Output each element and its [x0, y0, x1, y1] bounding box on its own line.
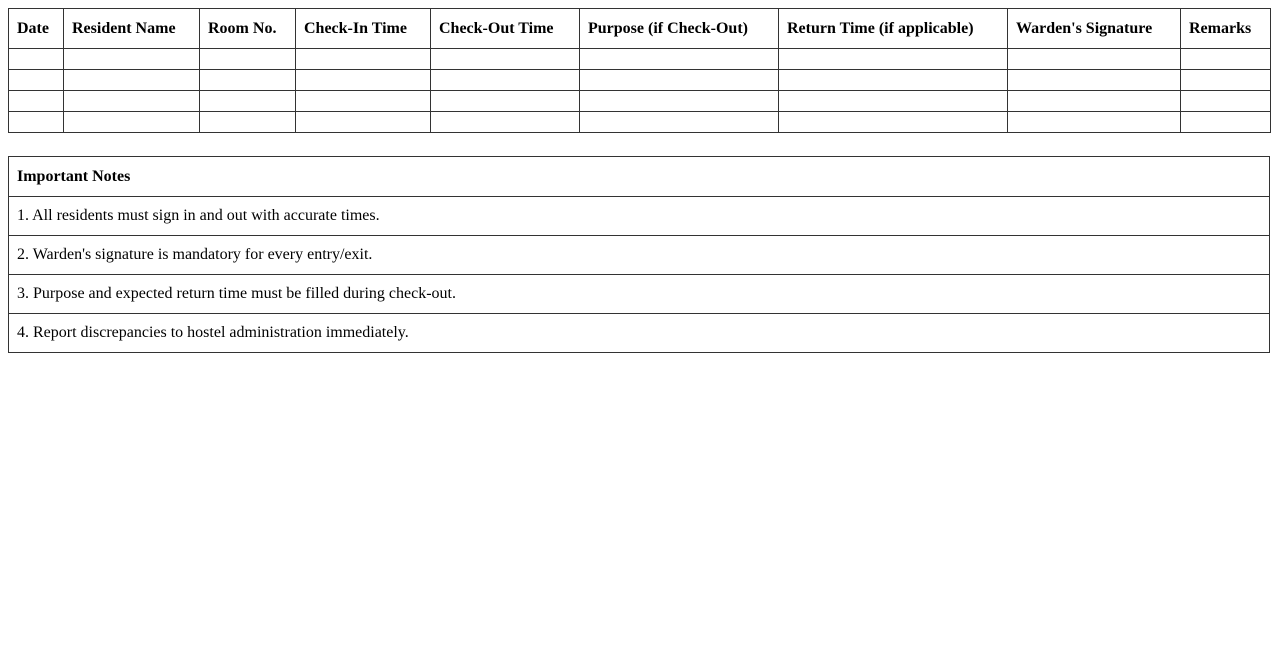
column-header-room-no: Room No.	[200, 9, 296, 49]
table-cell[interactable]	[9, 49, 64, 70]
notes-title: Important Notes	[9, 157, 1270, 197]
column-header-check-out-time: Check-Out Time	[431, 9, 580, 49]
table-cell[interactable]	[1008, 91, 1181, 112]
table-header-row	[9, 9, 1271, 49]
table-cell[interactable]	[1008, 70, 1181, 91]
table-cell[interactable]	[431, 112, 580, 133]
table-cell[interactable]	[431, 49, 580, 70]
notes-header-row	[9, 157, 1270, 197]
table-cell[interactable]	[64, 49, 200, 70]
column-header-wardens-signature: Warden's Signature	[1008, 9, 1181, 49]
table-cell[interactable]	[9, 112, 64, 133]
column-header-date: Date	[9, 9, 64, 49]
note-item: 1. All residents must sign in and out with accurate times.	[9, 197, 1270, 236]
table-cell[interactable]	[1181, 49, 1271, 70]
column-header-check-in-time: Check-In Time	[296, 9, 431, 49]
table-cell[interactable]	[64, 112, 200, 133]
table-cell[interactable]	[580, 91, 779, 112]
table-cell[interactable]	[296, 70, 431, 91]
note-row	[9, 197, 1270, 236]
table-cell[interactable]	[779, 91, 1008, 112]
table-cell[interactable]	[296, 112, 431, 133]
table-cell[interactable]	[200, 91, 296, 112]
column-header-resident-name: Resident Name	[64, 9, 200, 49]
table-cell[interactable]	[200, 70, 296, 91]
table-row	[9, 49, 1271, 70]
table-cell[interactable]	[580, 112, 779, 133]
table-row	[9, 112, 1271, 133]
table-cell[interactable]	[200, 112, 296, 133]
table-cell[interactable]	[9, 70, 64, 91]
table-cell[interactable]	[1181, 70, 1271, 91]
table-cell[interactable]	[580, 70, 779, 91]
table-row	[9, 70, 1271, 91]
column-header-remarks: Remarks	[1181, 9, 1271, 49]
table-cell[interactable]	[1008, 112, 1181, 133]
table-row	[9, 91, 1271, 112]
note-row	[9, 275, 1270, 314]
note-item: 4. Report discrepancies to hostel administration immediately.	[9, 314, 1270, 353]
table-cell[interactable]	[779, 49, 1008, 70]
table-cell[interactable]	[431, 91, 580, 112]
table-cell[interactable]	[431, 70, 580, 91]
table-cell[interactable]	[779, 70, 1008, 91]
column-header-return-time: Return Time (if applicable)	[779, 9, 1008, 49]
table-cell[interactable]	[779, 112, 1008, 133]
table-cell[interactable]	[1181, 91, 1271, 112]
table-cell[interactable]	[296, 91, 431, 112]
important-notes-table	[8, 156, 1270, 353]
column-header-purpose: Purpose (if Check-Out)	[580, 9, 779, 49]
table-cell[interactable]	[1181, 112, 1271, 133]
table-cell[interactable]	[64, 91, 200, 112]
table-cell[interactable]	[296, 49, 431, 70]
table-cell[interactable]	[9, 91, 64, 112]
note-row	[9, 236, 1270, 275]
note-item: 2. Warden's signature is mandatory for every entry/exit.	[9, 236, 1270, 275]
table-cell[interactable]	[580, 49, 779, 70]
note-row	[9, 314, 1270, 353]
table-cell[interactable]	[64, 70, 200, 91]
check-in-out-log-table	[8, 8, 1271, 133]
table-cell[interactable]	[200, 49, 296, 70]
note-item: 3. Purpose and expected return time must be filled during check-out.	[9, 275, 1270, 314]
table-cell[interactable]	[1008, 49, 1181, 70]
